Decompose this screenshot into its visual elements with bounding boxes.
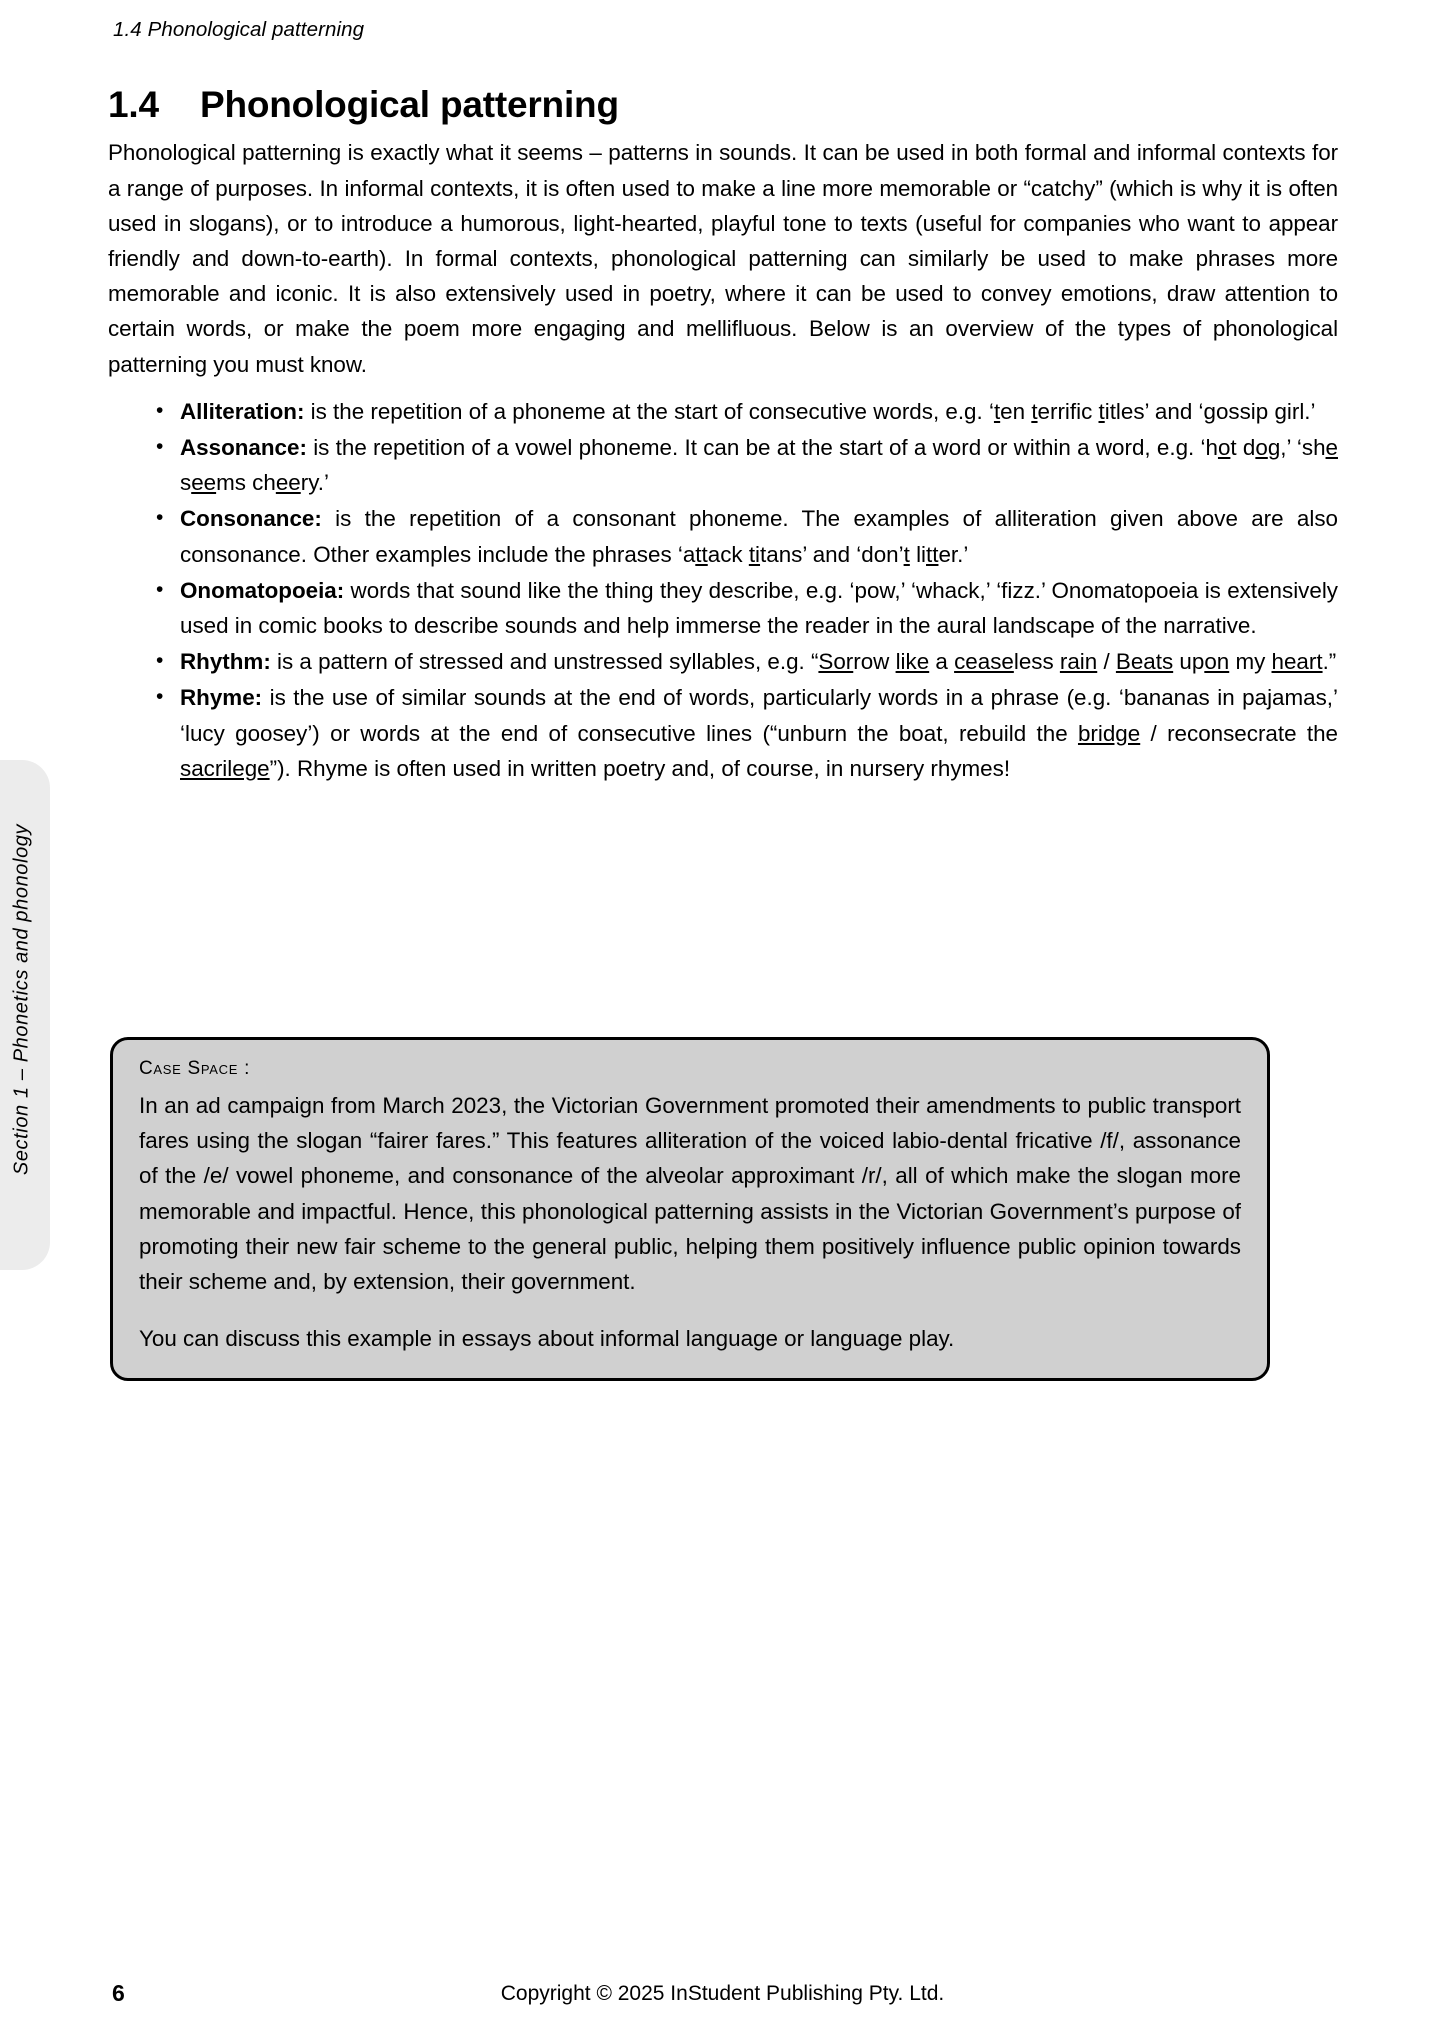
term-definition-text: ry.’ <box>300 470 329 496</box>
term-definition-text: / reconsecrate the <box>1140 720 1338 746</box>
list-item <box>108 430 1338 500</box>
phoneme-underline: Beats <box>1115 649 1174 675</box>
list-item <box>108 644 1338 679</box>
term-definition-text: up <box>1173 649 1205 675</box>
term-definition-text: s <box>180 470 192 496</box>
phoneme-underline: t <box>993 398 1001 424</box>
case-space-box <box>110 1037 1270 1381</box>
term-definition-text: g,’ ‘sh <box>1267 435 1326 461</box>
term-definition-text: words that sound like the thing they describe, e.g. ‘pow,’ ‘whack,’ ‘fizz.’ Onomatopoeia is extensively used in comic books to describe sounds and help immerse the reader in the aural landscape of the narrative. <box>180 577 1338 639</box>
section-title-text: Phonological patterning <box>200 84 619 125</box>
term-definition-text: tans’ and ‘don’ <box>760 541 904 567</box>
phoneme-underline: ti <box>748 541 761 567</box>
term-definition-text: errific <box>1037 398 1099 424</box>
case-space-paragraph-1: In an ad campaign from March 2023, the Victorian Government promoted their amendments to public transport fares using the slogan “fairer fares.” This features alliteration of the voiced labio-dental fricative /f/, assonance of the /e/ vowel phoneme, and consonance of the alveolar approximant /r/, all of which make the slogan more memorable and impactful. Hence, this phonological patterning assists in the Victorian Government’s purpose of promoting their new fair scheme to the general public, helping them positively influence public opinion towards their scheme and, by extension, their government. <box>139 1093 1241 1295</box>
phoneme-underline: t <box>1098 398 1105 424</box>
case-space-paragraph-2: You can discuss this example in essays about informal language or language play. <box>139 1326 955 1352</box>
term-definition-text: er.’ <box>938 541 969 567</box>
intro-paragraph: Phonological patterning is exactly what it seems – patterns in sounds. It can be used in both formal and informal contexts for a range of purposes. In informal contexts, it is often used to make a line more memorable or “catchy” (which is why it is often used in slogans), or to introduce a humorous, light-hearted, playful tone to texts (useful for companies who want to appear friendly and down-to-earth). In formal contexts, phonological patterning can similarly be used to make phrases more memorable and iconic. It is also extensively used in poetry, where it can be used to convey emotions, draw attention to certain words, or make the poem more engaging and mellifluous. Below is an overview of the types of phonological patterning you must know. <box>108 140 1338 377</box>
list-item <box>108 501 1338 571</box>
phoneme-underline: o <box>1255 435 1268 461</box>
phoneme-underline: Sor <box>818 649 854 675</box>
list-item <box>108 680 1338 786</box>
phoneme-underline: g <box>1274 398 1287 424</box>
phoneme-underline: o <box>1217 435 1231 461</box>
list-item <box>108 573 1338 643</box>
phoneme-underline: ee <box>275 470 301 496</box>
term-definition-text: itles’ and ‘ <box>1104 398 1204 424</box>
phoneme-underline: g <box>1203 398 1216 424</box>
phoneme-underline: sacrilege <box>180 755 270 781</box>
page-title <box>108 84 1338 125</box>
term-definition-text: is the repetition of a vowel phoneme. It can be at the start of a word or within a word, e.g. ‘h <box>306 435 1218 461</box>
term-definition-text: my <box>1229 649 1272 675</box>
phoneme-underline: tt <box>926 541 939 567</box>
phoneme-underline: cease <box>954 649 1014 675</box>
phoneme-underline: like <box>895 649 930 675</box>
term-definition-text: li <box>909 541 927 567</box>
term-label: Consonance: <box>180 506 322 532</box>
term-label: Rhyme: <box>180 685 263 711</box>
term-definition-text: ossip <box>1215 398 1275 424</box>
phoneme-underline: bridge <box>1077 720 1141 746</box>
running-header: 1.4 Phonological patterning <box>113 18 365 41</box>
term-label: Assonance: <box>180 435 307 461</box>
phoneme-underline: t <box>1031 398 1038 424</box>
term-list <box>108 394 1338 786</box>
phoneme-underline: t <box>903 541 910 567</box>
term-definition-text: irl.’ <box>1286 398 1316 424</box>
term-label: Rhythm: <box>180 649 271 675</box>
term-definition-text: a <box>929 649 955 675</box>
phoneme-underline: on <box>1204 649 1230 675</box>
main-content <box>108 84 1338 787</box>
term-definition-text: ack <box>707 541 749 567</box>
case-space-label: Case Space : <box>139 1058 251 1079</box>
page-footer <box>0 1980 1445 2020</box>
section-number: 1.4 <box>108 84 159 125</box>
term-definition-text: ms ch <box>216 470 276 496</box>
term-definition-text: .” <box>1322 649 1337 675</box>
side-tab-label: Section 1 – Phonetics and phonology <box>10 823 33 1176</box>
phoneme-underline: heart <box>1271 649 1323 675</box>
list-item <box>108 394 1338 429</box>
page-number: 6 <box>112 1980 125 2006</box>
term-definition-text: is the use of similar sounds at the end of words, particularly words in a phrase (e.g. ‘bananas in pajamas,’ ‘lucy goosey’) or words at the end of consecutive lines (“unburn the boat, rebuild the <box>180 685 1338 746</box>
phoneme-underline: rain <box>1059 649 1098 675</box>
term-definition-text: less <box>1013 649 1060 675</box>
term-definition-text: is a pattern of stressed and unstressed syllables, e.g. “ <box>270 649 819 675</box>
term-definition-text: en <box>1000 398 1032 424</box>
term-definition-text: row <box>853 649 896 675</box>
term-definition-text: / <box>1097 649 1116 675</box>
copyright-notice: Copyright © 2025 InStudent Publishing Pty. Ltd. <box>500 1982 945 2005</box>
phoneme-underline: e <box>1325 435 1338 461</box>
term-definition-text: ”). Rhyme is often used in written poetry and, of course, in nursery rhymes! <box>269 755 1011 781</box>
section-side-tab <box>0 760 50 1270</box>
term-definition-text: is the repetition of a consonant phoneme. The examples of alliteration given above are also consonance. Other examples include the phrases ‘a <box>180 506 1338 567</box>
term-definition-text: t d <box>1230 435 1256 461</box>
phoneme-underline: tt <box>695 541 708 567</box>
phoneme-underline: ee <box>191 470 217 496</box>
term-definition-text: is the repetition of a phoneme at the start of consecutive words, e.g. ‘ <box>304 398 994 424</box>
term-label: Onomatopoeia: <box>180 577 345 603</box>
term-label: Alliteration: <box>180 398 305 424</box>
